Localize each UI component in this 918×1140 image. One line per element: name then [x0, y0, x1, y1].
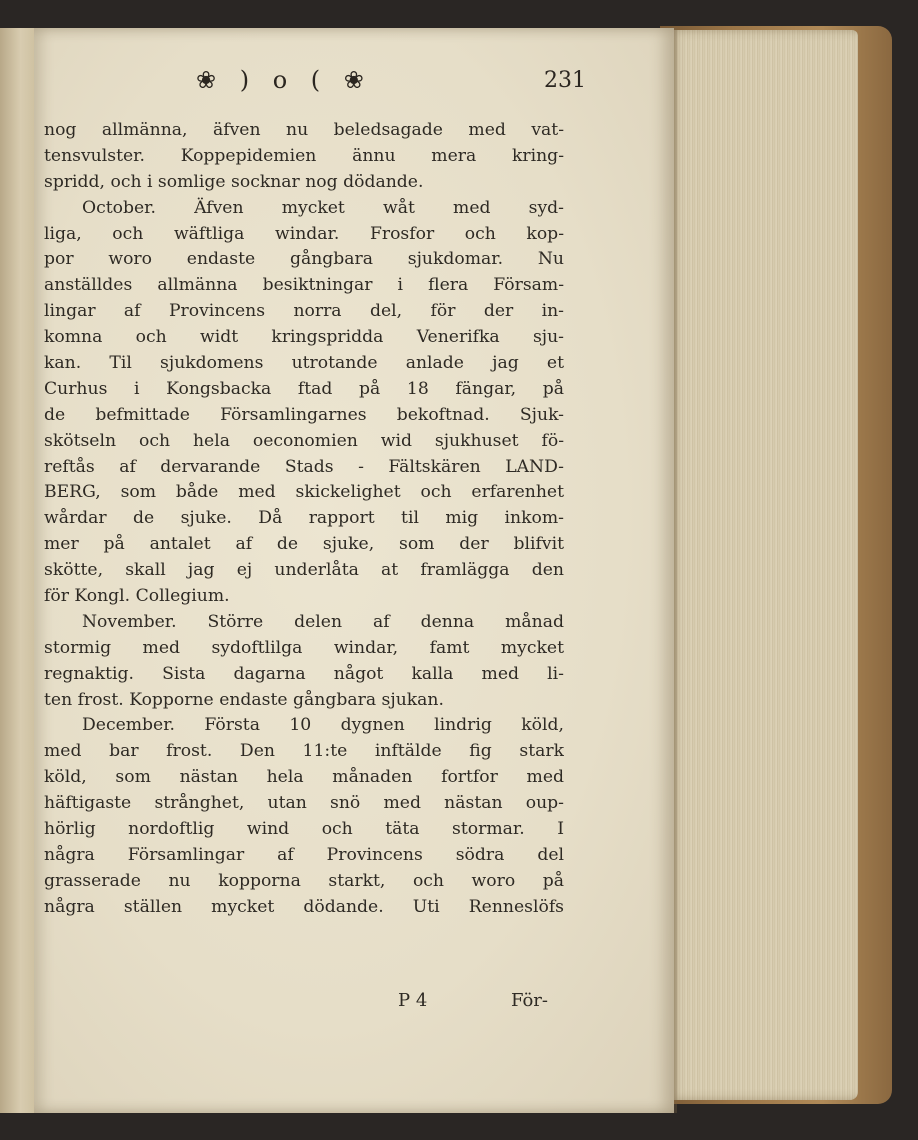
body-text	[44, 118, 564, 921]
text-line: några Församlingar af Provincens södra del	[44, 844, 564, 865]
text-line: Curhus i Kongsbacka ftad på 18 fängar, på	[44, 378, 564, 399]
text-line: spridd, och i somlige socknar nog dödande.	[44, 171, 424, 192]
text-line: por woro endaste gångbara sjukdomar. Nu	[44, 249, 564, 270]
text-line: regnaktig. Sista dagarna något kalla med li-	[44, 663, 564, 684]
running-header	[196, 66, 586, 102]
page-fold	[674, 28, 677, 1113]
text-line: grasserade nu kopporna starkt, och woro på	[44, 870, 564, 891]
text-line: ten frost. Kopporne endaste gångbara sjukan.	[44, 689, 444, 710]
text-line: komna och widt kringspridda Venerifka sju-	[44, 327, 564, 348]
text-line: hörlig nordoftlig wind och täta stormar. I	[44, 819, 564, 840]
text-line: skötte, skall jag ej underlåta at framlägga den	[44, 560, 564, 581]
text-line: tensvulster. Koppepidemien ännu mera kring-	[44, 145, 564, 166]
text-line: nog allmänna, äfven nu beledsagade med vat-	[44, 120, 564, 140]
text-line: stormig med sydoftlilga windar, famt mycket	[44, 637, 564, 658]
text-line: mer på antalet af de sjuke, som der blifvit	[44, 534, 564, 555]
catchword: För-	[510, 990, 548, 1011]
page-block-edges	[668, 30, 858, 1100]
text-line: BERG, som både med skickelighet och erfarenhet	[44, 482, 564, 503]
text-line: reftås af dervarande Stads - Fältskären LAND-	[44, 456, 564, 477]
header-ornament: ❀ ) o ( ❀	[196, 66, 372, 94]
page-number: 231	[544, 68, 586, 93]
signature-mark: P 4	[398, 990, 428, 1011]
text-line: skötseln och hela oeconomien wid sjukhuset fö-	[44, 430, 564, 451]
text-line: December. Första 10 dygnen lindrig köld,	[82, 715, 564, 736]
text-line: häftigaste strånghet, utan snö med nästan oup-	[44, 793, 564, 814]
text-line: November. Större delen af denna månad	[82, 611, 564, 632]
text-line: wårdar de sjuke. Då rapport til mig inkom-	[44, 508, 564, 529]
text-line: köld, som nästan hela månaden fortfor med	[44, 767, 564, 788]
text-line: lingar af Provincens norra del, för der in-	[44, 301, 564, 322]
text-line: med bar frost. Den 11:te inftälde fig stark	[44, 741, 564, 762]
text-line: för Kongl. Collegium.	[44, 586, 230, 607]
text-line: några ställen mycket dödande. Uti Renneslöfs	[44, 896, 564, 917]
text-line: liga, och wäftliga windar. Frosfor och kop-	[44, 223, 564, 244]
text-line: anställdes allmänna besiktningar i flera Försam-	[44, 275, 564, 296]
facing-page-edge	[0, 28, 35, 1113]
text-line: kan. Til sjukdomens utrotande anlade jag et	[44, 353, 564, 374]
page-footer	[398, 990, 548, 1020]
text-line: de befmittade Församlingarnes bekoftnad. Sjuk-	[44, 404, 564, 425]
text-line: October. Äfven mycket wåt med syd-	[82, 197, 564, 218]
